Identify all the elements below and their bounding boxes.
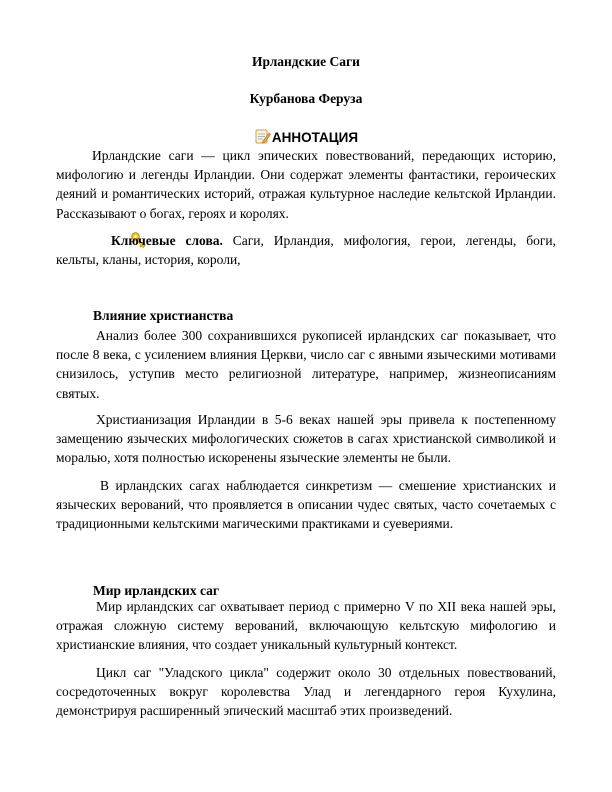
section-paragraph: В ирландских сагах наблюдается синкретизм — смешение христианских и языческих верований, что проявляется в описании чудес святых, часто сочетаемых с традиционными кельтскими магическими практиками и суевериями. (56, 478, 556, 532)
annotation-heading (0, 128, 612, 146)
section-heading-saga-world: Мир ирландских саг (93, 583, 219, 598)
annotation-label: АННОТАЦИЯ (271, 130, 359, 145)
section-paragraph: Анализ более 300 сохранившихся рукописей ирландских саг показывает, что после 8 века, с усилением влияния Церкви, число саг с явными языческими мотивами снизилось, уступив место религиозной литературе, например, жизнеописаниям святых. (56, 328, 556, 401)
keywords-text: Саги, Ирландия, мифология, герои, легенды, боги, кельты, кланы, история, короли, (56, 233, 556, 268)
annotation-text: Ирландские саги — цикл эпических повествований, передающих историю, мифологию и легенды Ирландии. Они содержат элементы фантастики, героических деяний и романтических историй, отражая культурное наследие кельтской Ирландии. Рассказывают о богах, героях и королях. (56, 148, 556, 221)
memo-icon (254, 128, 271, 145)
section-paragraph: Христианизация Ирландии в 5-6 веках нашей эры привела к постепенному замещению языческих мифологических сюжетов в сагах христианской символикой и моралью, хотя полностью искоренены языческие элементы не были. (56, 412, 556, 466)
section-paragraph: Мир ирландских саг охватывает период с примерно V по XII века нашей эры, отражая сложную систему верований, включающую кельтскую мифологию и христианские влияния, что создает уникальный культурный контекст. (56, 599, 556, 653)
section-heading-christianity: Влияние христианства (93, 308, 234, 323)
document-author: Курбанова Феруза (249, 91, 363, 106)
section-paragraph: Цикл саг "Уладского цикла" содержит около 30 отдельных повествований, сосредоточенных вокруг королевства Улад и легендарного героя Кухулина, демонстрируя расширенный эпический масштаб этих произведений. (56, 665, 556, 719)
document-title: Ирландские Саги (252, 54, 360, 69)
keywords-label: Ключевые слова. (111, 233, 223, 248)
key-icon (93, 231, 110, 248)
keywords-paragraph (56, 231, 556, 269)
